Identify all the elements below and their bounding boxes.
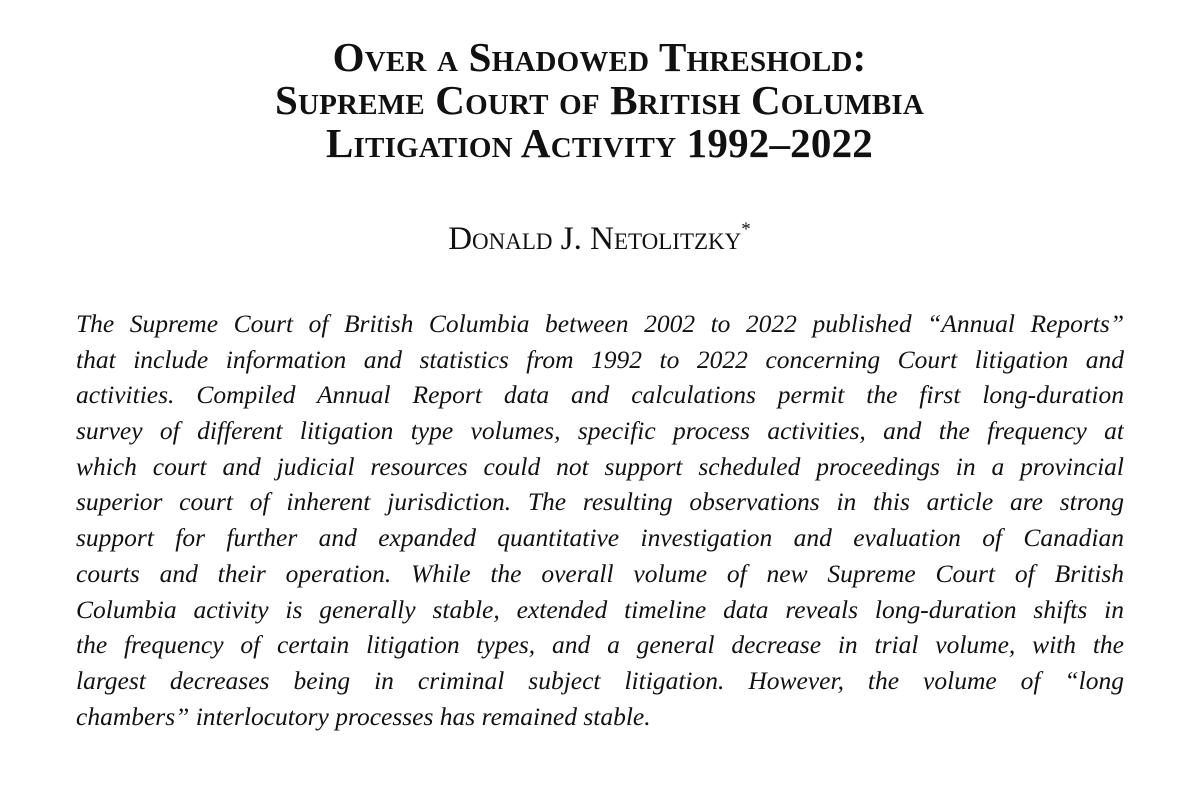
abstract-line-2: that include information and statistics from 1992 to 2022 concerning Court litigation and: [76, 344, 1124, 374]
abstract-line-3: activities. Compiled Annual Report data and calculations permit the first long-duration: [76, 380, 1124, 410]
title-line-2: Supreme Court of British Columbia: [275, 77, 924, 123]
title-line-1: Over a Shadowed Threshold:: [332, 34, 867, 80]
author-byline: [0, 219, 1199, 264]
author-name: Donald J. Netolitzky: [448, 221, 742, 257]
abstract-line-6: superior court of inherent jurisdiction. The resulting observations in this article are strong: [76, 487, 1124, 517]
abstract-line-12: chambers” interlocutory processes has remained stable.: [76, 701, 651, 731]
abstract-line-5: which court and judicial resources could not support scheduled proceedings in a provincial: [76, 451, 1124, 481]
abstract-line-7: support for further and expanded quantitative investigation and evaluation of Canadian: [76, 523, 1124, 553]
title-line-3: Litigation Activity 1992–2022: [326, 120, 873, 166]
abstract-line-10: the frequency of certain litigation types, and a general decrease in trial volume, with the: [76, 630, 1124, 660]
abstract-line-1: The Supreme Court of British Columbia between 2002 to 2022 published “Annual Reports”: [76, 309, 1124, 338]
author-footnote-mark: *: [741, 219, 751, 240]
abstract-line-4: survey of different litigation type volumes, specific process activities, and the frequency at: [76, 416, 1124, 446]
abstract: [76, 306, 1124, 734]
abstract-line-11: largest decreases being in criminal subject litigation. However, the volume of “long: [76, 665, 1124, 695]
abstract-line-8: courts and their operation. While the overall volume of new Supreme Court of British: [76, 558, 1124, 588]
abstract-line-9: Columbia activity is generally stable, extended timeline data reveals long-duration shifts in: [76, 594, 1124, 624]
article-title: [0, 36, 1199, 165]
